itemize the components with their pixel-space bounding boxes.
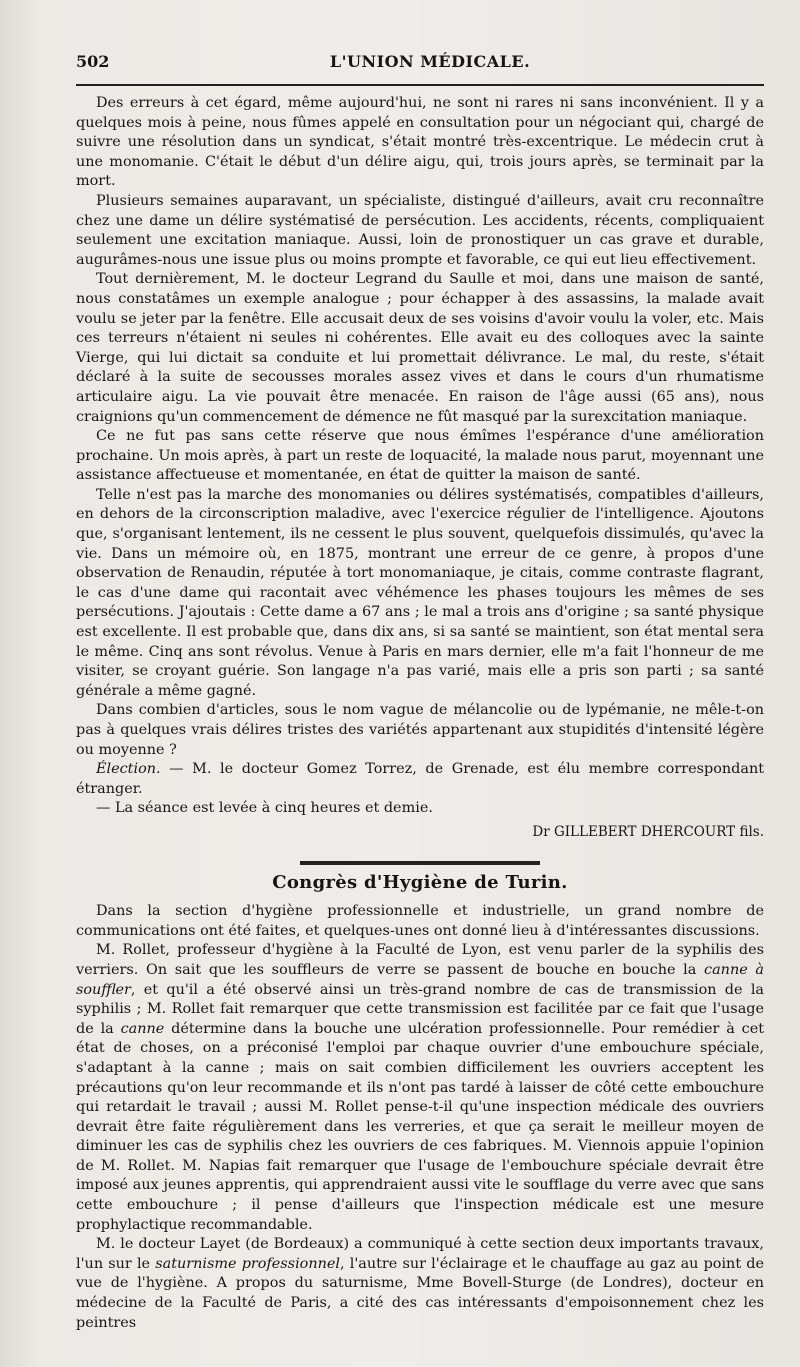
italic-term: saturnisme professionnel: [155, 1255, 340, 1272]
paragraph: [76, 1235, 764, 1333]
article-body: [76, 94, 764, 1333]
paragraph: Tout dernièrement, M. le docteur Legrand du Saulle et moi, dans une maison de santé, nous constatâmes un exemple analogue ; pour échapper à des assassins, la malade avait voulu se jeter par la fenêtre. Elle accusait deux de ses voisins d'avoir voulu la voler, etc. Mais ces terreurs n'étaient ni seules ni cohérentes. Elle avait eu des colloques avec la sainte Vierge, qui lui dictait sa conduite et lui promettait délivrance. Le mal, du reste, s'était déclaré à la suite de secousses morales assez vives et dans le cours d'un rhumatisme articulaire aigu. La vie pouvait être menacée. En raison de l'âge aussi (65 ans), nous craignions qu'un commencement de démence ne fût masqué par la surexcitation maniaque.: [76, 271, 764, 425]
section-divider: [300, 861, 540, 865]
election-text: — M. le docteur Gomez Torrez, de Grenade, est élu membre correspondant étranger.: [76, 761, 764, 797]
paragraph: Dans la section d'hygiène professionnelle et industrielle, un grand nombre de communications ont été faites, et quelques-unes ont donné lieu à d'intéressantes discussions.: [76, 903, 764, 939]
paragraph: Des erreurs à cet égard, même aujourd'hui, ne sont ni rares ni sans inconvénient. Il y a quelques mois à peine, nous fûmes appelé en consultation pour un négociant qui, chargé de suivre une résolution dans un syndicat, s'était montré très-excentrique. Le médecin crut à une monomanie. C'était le début d'un délire aigu, qui, trois jours après, se terminait par la mort.: [76, 95, 764, 190]
paragraph: Ce ne fut pas sans cette réserve que nous émîmes l'espérance d'une amélioration prochaine. Un mois après, à part un reste de loquacité, la malade nous parut, moyennant une assistance affectueuse et momentanée, en état de quitter la maison de santé.: [76, 428, 764, 484]
paragraph: Telle n'est pas la marche des monomanies ou délires systématisés, compatibles d'ailleurs, en dehors de la circonscription maladive, avec l'exercice régulier de l'intelligence. Ajoutons que, s'organisant lentement, ils ne cessent le plus souvent, quelquefois dissimulés, qu'avec la vie. Dans un mémoire où, en 1875, montrant une erreur de ce genre, à propos d'une observation de Renaudin, réputée à tort monomaniaque, je citais, comme contraste flagrant, le cas d'une dame qui racontait avec véhémence les phases toujours les mêmes de ses persécutions. J'ajoutais : Cette dame a 67 ans ; le mal a trois ans d'origine ; sa santé physique est excellente. Il est probable que, dans dix ans, si sa santé se maintient, son état mental sera le même. Cinq ans sont révolus. Venue à Paris en mars dernier, elle m'a fait l'honneur de me visiter, se croyant guérie. Son langage n'a pas varié, mais elle a pris son parti ; sa santé générale a même gagné.: [76, 486, 764, 699]
paragraph: Dans combien d'articles, sous le nom vague de mélancolie ou de lypémanie, ne mêle-t-on pas à quelques vrais délires tristes des variétés appartenant aux stupidités d'intensité légère ou moyenne ?: [76, 702, 764, 758]
page-number: 502: [76, 52, 110, 71]
italic-term: canne à souffler: [76, 961, 764, 998]
paragraph: Plusieurs semaines auparavant, un spécialiste, distingué d'ailleurs, avait cru reconnaître chez une dame un délire systématisé de persécution. Les accidents, récents, compliquaient seulement une excitation maniaque. Aussi, loin de pronostiquer un cas grave et durable, augurâmes-nous une issue plus ou moins prompte et favorable, ce qui eut lieu effectivement.: [76, 192, 764, 268]
page-header: [76, 52, 764, 78]
text-run: M. le docteur Layet (de Bordeaux) a communiqué à cette section deux importants travaux, l'un sur le: [76, 1236, 764, 1272]
text-run: détermine dans la bouche une ulcération professionnelle. Pour remédier à cet état de choses, on a préconisé l'emploi par chaque ouvrier d'une embouchure spéciale, s'adaptant à la canne ; mais on sait combien difficilement les ouvriers acceptent les précautions qu'on leur recommande et ils n'ont pas tardé à laisser de côté cette embouchure qui retardait le travail ; aussi M. Rollet pense-t-il qu'une inspection médicale des ouvriers devrait être faite régulièrement dans les verreries, et que ça serait le meilleur moyen de diminuer les cas de syphilis chez les ouvriers de ces fabriques. M. Viennois appuie l'opinion de M. Rollet. M. Napias fait remarquer que l'usage de l'embouchure spéciale devrait être imposé aux jeunes apprentis, qui apprendraient aussi vite le soufflage du verre avec que sans cette embouchure ; il pense d'ailleurs que l'inspection médicale est une mesure prophylactique recommandable.: [76, 1020, 765, 1233]
text-run: , l'autre sur l'éclairage et le chauffage au gaz au point de vue de l'hygiène. A propos du saturnisme, Mme Bovell-Sturge (de Londres), docteur en médecine de la Faculté de Paris, a cité des cas intéressants d'empoisonnement chez les peintres: [76, 1255, 764, 1331]
paragraph: — La séance est levée à cinq heures et demie.: [96, 800, 433, 817]
italic-term: canne: [120, 1020, 165, 1037]
header-rule: [76, 84, 764, 86]
text-run: M. Rollet, professeur d'hygiène à la Faculté de Lyon, est venu parler de la syphilis des verriers. On sait que les souffleurs de verre se passent de bouche en bouche la: [76, 942, 764, 978]
section-title: Congrès d'Hygiène de Turin.: [272, 871, 568, 893]
text-run: , et qu'il a été observé ainsi un très-grand nombre de cas de transmission de la syphilis ; M. Rollet fait remarquer que cette transmission est facilitée par ce fait que l'usage de la: [76, 981, 764, 1037]
signature: Dr GILLEBERT DHERCOURT fils.: [532, 823, 764, 840]
running-title: L'UNION MÉDICALE.: [329, 52, 531, 71]
paragraph: [76, 941, 764, 1235]
paragraph-election: [76, 760, 764, 799]
election-label: Élection.: [96, 761, 161, 778]
